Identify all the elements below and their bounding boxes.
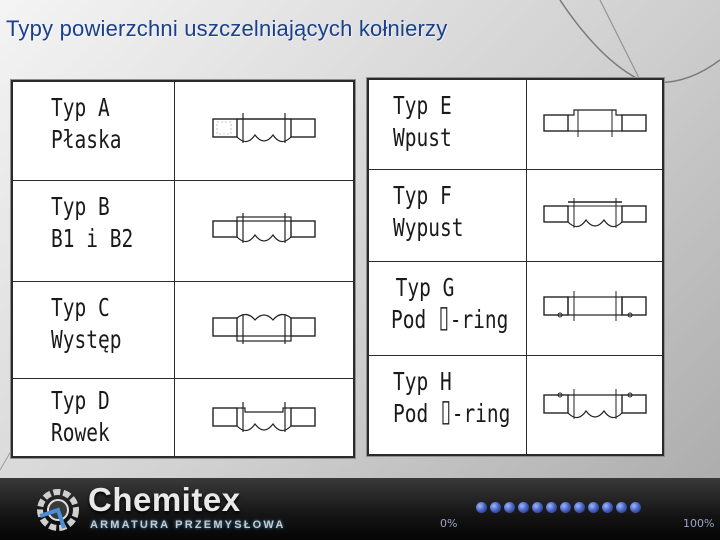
flange-type-label — [369, 262, 527, 355]
flange-tongue-drawing — [527, 80, 662, 169]
flange-groove-drawing — [527, 170, 662, 261]
flange-type-label — [369, 356, 527, 454]
flange-type-code: Typ D — [51, 386, 110, 415]
flange-type-name: Występ — [51, 325, 122, 354]
slide-title: Typy powierzchni uszczelniających kołnierzy — [6, 16, 448, 41]
progress-dot — [560, 502, 571, 513]
progress-dot — [574, 502, 585, 513]
flange-row-type-b — [13, 181, 353, 282]
flange-type-label — [369, 80, 527, 169]
flange-type-code: Typ B — [51, 192, 110, 221]
flange-recess-drawing — [175, 379, 353, 456]
flange-type-code: Typ H — [393, 367, 452, 396]
flange-type-label — [13, 181, 175, 281]
flange-oring-groove-drawing — [527, 356, 662, 454]
gear-pipe-logo-icon — [34, 486, 82, 534]
flange-type-name: Wypust — [393, 213, 464, 242]
flange-type-label — [369, 170, 527, 261]
flange-type-name: Płaska — [51, 125, 122, 154]
flange-table-left — [11, 80, 355, 458]
flange-type-name: B1 i B2 — [51, 224, 134, 253]
flange-type-name: Wpust — [393, 123, 452, 152]
flange-row-type-c — [13, 282, 353, 379]
progress-dot — [532, 502, 543, 513]
flange-row-type-g — [369, 262, 662, 356]
brand-name: Chemitex — [88, 481, 241, 518]
progress-dot — [504, 502, 515, 513]
flange-row-type-d — [13, 379, 353, 456]
flange-type-code: Typ F — [393, 181, 452, 210]
flange-flat-face-drawing — [175, 82, 353, 180]
progress-dot — [490, 502, 501, 513]
flange-type-code: Typ G — [395, 273, 455, 302]
flange-table-right — [367, 78, 664, 456]
progress-end-label: 100% — [683, 517, 715, 530]
brand-tagline: ARMATURA PRZEMYSŁOWA — [90, 519, 286, 531]
progress-dot — [588, 502, 599, 513]
flange-row-type-h — [369, 356, 662, 454]
flange-type-label — [13, 379, 175, 456]
progress-dot — [630, 502, 641, 513]
flange-spigot-drawing — [175, 282, 353, 378]
progress-dot — [476, 502, 487, 513]
flange-row-type-e — [369, 80, 662, 170]
flange-type-code: Typ E — [393, 91, 452, 120]
flange-type-label — [13, 82, 175, 180]
flange-oring-spigot-drawing — [527, 262, 662, 355]
flange-type-name: Pod ⌷-ring — [391, 305, 509, 334]
progress-dot — [616, 502, 627, 513]
progress-dots — [476, 502, 641, 516]
progress-start-label: 0% — [440, 517, 458, 530]
progress-dot — [602, 502, 613, 513]
flange-type-code: Typ C — [51, 293, 110, 322]
flange-row-type-f — [369, 170, 662, 262]
progress-dot — [546, 502, 557, 513]
progress-dot — [518, 502, 529, 513]
flange-row-type-a — [13, 82, 353, 181]
flange-raised-face-drawing — [175, 181, 353, 281]
flange-type-label — [13, 282, 175, 378]
flange-type-name: Pod ⌷-ring — [393, 399, 511, 428]
flange-type-name: Rowek — [51, 418, 110, 447]
flange-type-code: Typ A — [51, 93, 110, 122]
